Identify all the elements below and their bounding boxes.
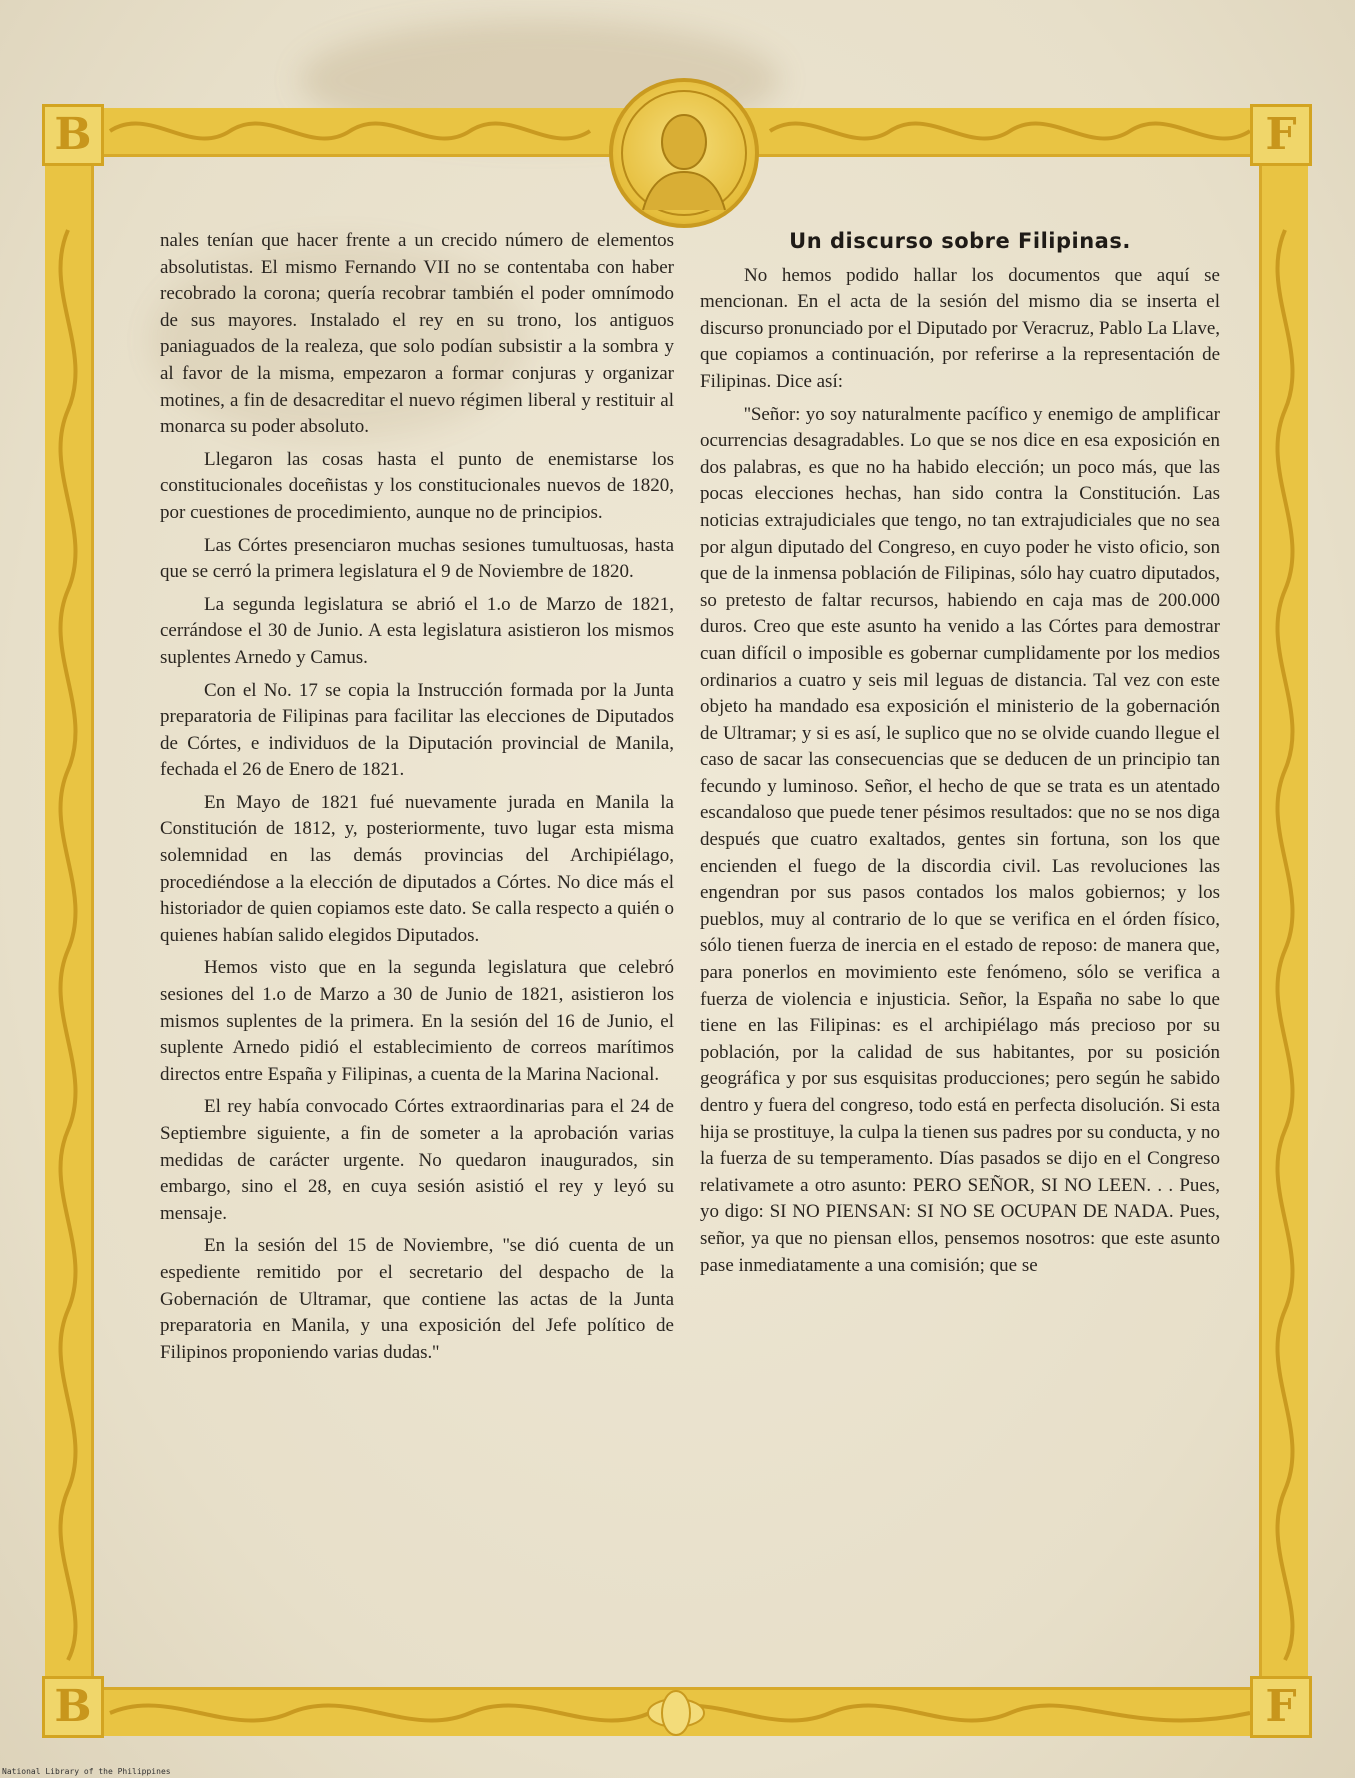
archive-credit: National Library of the Philippines bbox=[2, 1767, 171, 1776]
paragraph: El rey había convocado Córtes extraordinarias para el 24 de Septiembre siguiente, a fin de someter a la aprobación varias medidas de carácter urgente. No quedaron inaugurados, sin embargo, sino el 28, en cuya sesión asistió el rey y leyó su mensaje. bbox=[160, 1096, 674, 1224]
corner-monogram-bottom-right: F bbox=[1250, 1676, 1312, 1738]
portrait-icon bbox=[613, 82, 755, 224]
paragraph: nales tenían que hacer frente a un crecido número de elementos absolutistas. El mismo Fernando VII no se contentaba con haber recobrado la corona; quería recobrar también el poder omnímodo de sus mayores. Instalado el rey en su trono, los antiguos paniaguados de la realeza, que solo podían subsistir a la sombra y al favor de la misma, empezaron a formar conjuras y organizar motines, a fin de desacreditar el nuevo régimen liberal y restituir al monarca su poder absoluto. bbox=[160, 230, 674, 438]
right-column bbox=[700, 228, 1220, 1285]
paragraph: Las Córtes presenciaron muchas sesiones tumultuosas, hasta que se cerró la primera legislatura el 9 de Noviembre de 1820. bbox=[160, 534, 674, 583]
corner-monogram-bottom-left: B bbox=[42, 1676, 104, 1738]
paragraph: En la sesión del 15 de Noviembre, ''se dió cuenta de un espediente remitido por el secretario del despacho de la Gobernación de Ultramar, que contiene las actas de la Junta preparatoria en Manila, y una exposición del Jefe político de Filipinos proponiendo varias dudas.'' bbox=[160, 1235, 674, 1363]
corner-monogram-top-left: B bbox=[42, 104, 104, 166]
paragraph: Con el No. 17 se copia la Instrucción formada por la Junta preparatoria de Filipinas para facilitar las elecciones de Diputados de Córtes, e individuos de la Diputación provincial de Manila, fechada el 26 de Enero de 1821. bbox=[160, 679, 674, 781]
paragraph: Llegaron las cosas hasta el punto de enemistarse los constitucionales doceñistas y los constitucionales nuevos de 1820, por cuestiones de procedimiento, aunque no de principios. bbox=[160, 448, 674, 523]
paragraph: ''Señor: yo soy naturalmente pacífico y enemigo de amplificar ocurrencias desagradables. Lo que se nos dice en esa exposición en dos palabras, es que no ha habido elección; un poco más, que las pocas elecciones hechas, han sido contra la Constitución. Las noticias extrajudiciales que tengo, no tan extrajudiciales que no sea por algun diputado del Congreso, en cuyo poder he visto oficio, son que de la inmensa población de Filipinas, sólo hay cuatro diputados, so pretesto de faltar recursos, habiendo en caja mas de 200.000 duros. Creo que este asunto ha venido a las Córtes para demostrar cuan difícil o imposible es gobernar cumplidamente por los medios ordinarios a cuatro y seis mil leguas de distancia. Tal vez con este objeto ha mandado esa exposición el ministerio de la gobernación de Ultramar; y si es así, le suplico que no se olvide cuando llegue el caso de sacar las consecuencias que se deducen de un principio tan fecundo y luminoso. Señor, el hecho de que se trata es un atentado escandaloso que puede tener pésimos resultados: que no se nos diga después que cuatro exaltados, gentes sin fortuna, son los que encienden el fuego de la discordia civil. Las revoluciones las engendran por sus pasos contados los malos gobiernos; y los pueblos, muy al contrario de lo que se verifica en el órden físico, sólo tienen fuerza de inercia en el estado de reposo: de manera que, para ponerlos en movimiento este fenómeno, sólo se verifica a fuerza de violencia e injusticia. Señor, la España no sabe lo que tiene en las Filipinas: es el archipiélago más precioso por su población, por la calidad de sus habitantes, por su posición geográfica y por sus esquisitas producciones; pero según he sabido dentro y fuera del congreso, todo está en perfecta disolución. Si esta hija se prostituye, la culpa la tienen sus padres por su conducta, y no la fuerza de su temperamento. Días pasados se dijo en el Congreso relativamete a otro asunto: PERO SEÑOR, SI NO LEEN. . . Pues, yo digo: SI NO PIENSAN: SI NO SE OCUPAN DE NADA. Pues, señor, ya que no piensan ellos, pensemos nosotros: que este asunto pase inmediatamente a una comisión; que se bbox=[700, 403, 1220, 1276]
left-column bbox=[160, 228, 674, 1372]
corner-monogram-top-right: F bbox=[1250, 104, 1312, 166]
paragraph: En Mayo de 1821 fué nuevamente jurada en Manila la Constitución de 1812, y, posteriormente, tuvo lugar esta misma solemnidad en las demás provincias del Archipiélago, procediéndose a la elección de diputados a Córtes. No dice más el historiador de quien copiamos este dato. Se calla respecto a quién o quienes habían salido elegidos Diputados. bbox=[160, 791, 674, 946]
paragraph: No hemos podido hallar los documentos que aquí se mencionan. En el acta de la sesión del mismo dia se inserta el discurso pronunciado por el Diputado por Veracruz, Pablo La Llave, que copiamos a continuación, por referirse a la representación de Filipinas. Dice así: bbox=[700, 264, 1220, 392]
paragraph: La segunda legislatura se abrió el 1.o de Marzo de 1821, cerrándose el 30 de Junio. A esta legislatura asistieron los mismos suplentes Arnedo y Camus. bbox=[160, 593, 674, 668]
portrait-medallion bbox=[609, 78, 759, 228]
article-heading: Un discurso sobre Filipinas. bbox=[789, 229, 1131, 253]
paragraph: Hemos visto que en la segunda legislatura que celebró sesiones del 1.o de Marzo a 30 de Junio de 1821, asistieron los mismos suplentes de la primera. En la sesión del 16 de Junio, el suplente Arnedo pidió el establecimiento de correos marítimos directos entre España y Filipinas, a cuenta de la Marina Nacional. bbox=[160, 957, 674, 1085]
